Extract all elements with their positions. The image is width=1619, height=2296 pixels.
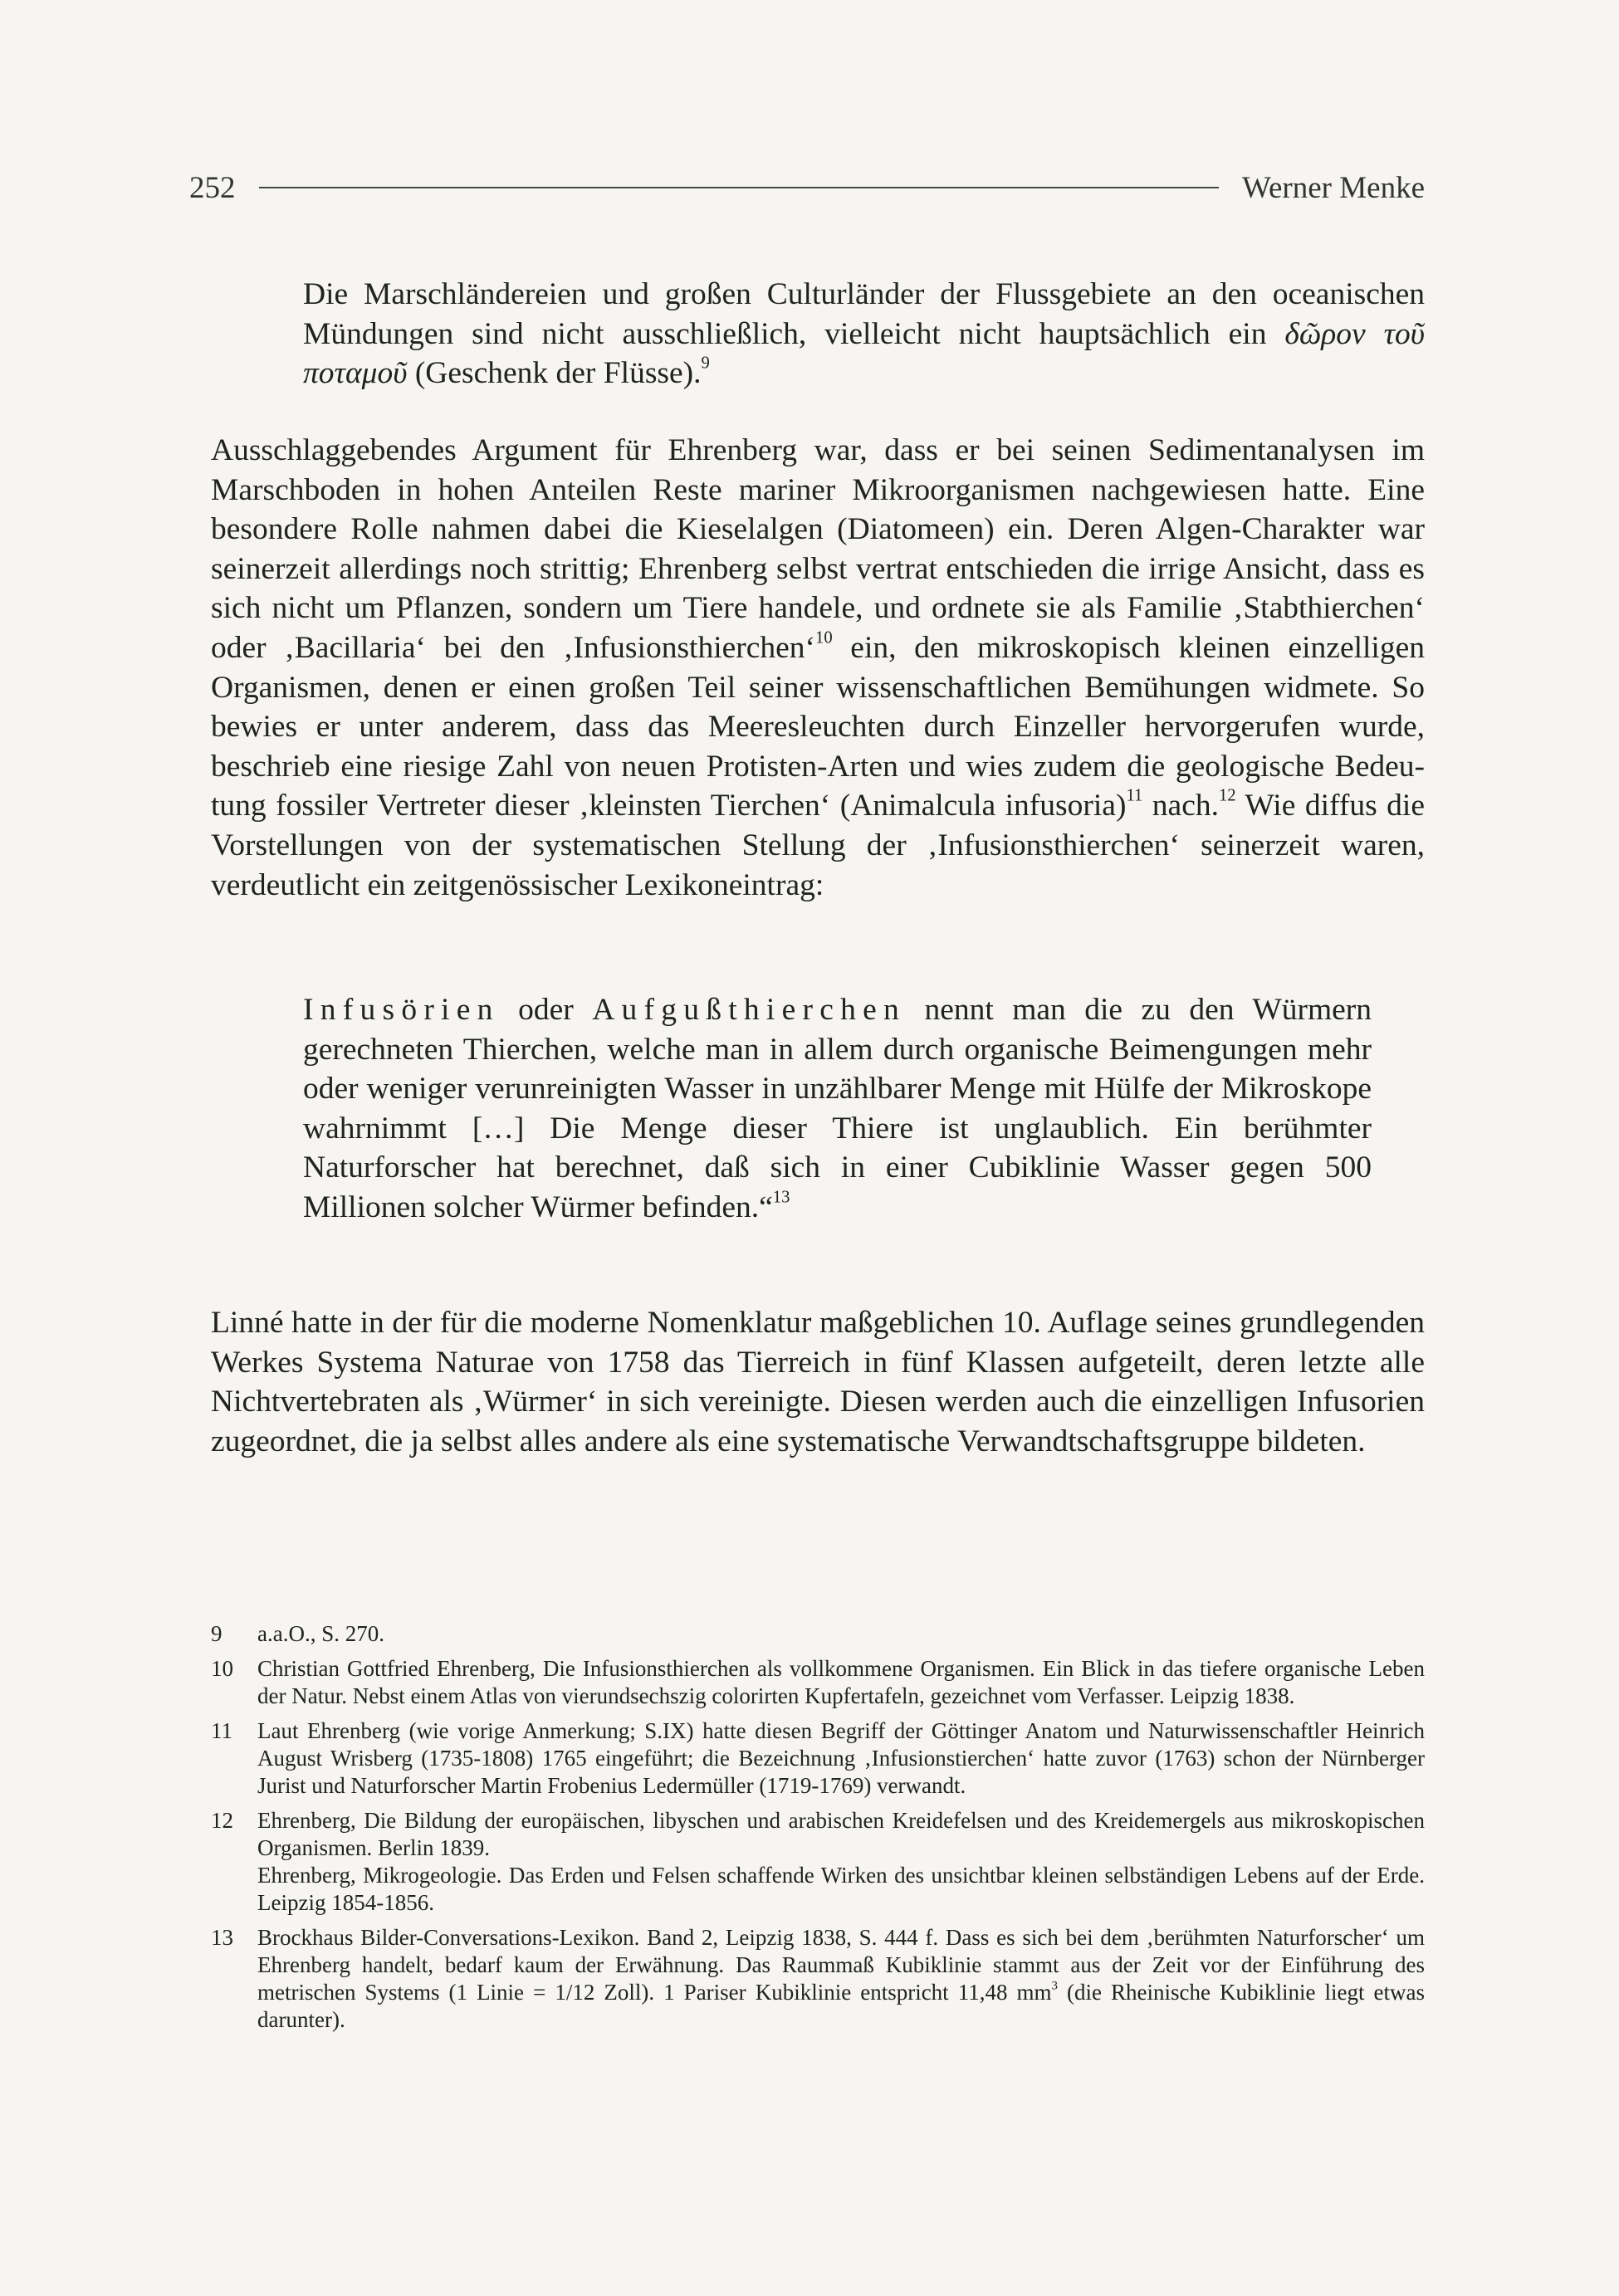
paragraph-2-text: Linné hatte in der für die moderne Nomenklatur maßgeblichen 10. Auflage seines grundlegenden Werkes Systema Naturae von 1758 das Tierreich in fünf Klassen aufgeteilt, deren letzte alle Nichtvertebraten als ‚Würmer‘ in sich vereinigte. Diesen werden auch die einzelligen Infusorien zugeordnet, die ja selbst alles andere als eine systematische Verwandtschaftsgruppe bildeten. (211, 1306, 1425, 1458)
footnote-number: 10 (211, 1656, 233, 1681)
quote-2-term-2: Aufgußthierchen (592, 993, 907, 1027)
footnote-text: a.a.O., S. 270. (257, 1621, 384, 1646)
paragraph-1-part-b: ein, den mikroskopisch kleinen einzelligen Organismen, denen er einen großen Teil seiner wissenschaftlichen Bemühungen widmete. So bewies er unter anderem, dass das Meeresleuchten durch Einzeller hervorgerufen wurde, beschrieb eine riesige Zahl von neuen Protisten-Arten und wies zudem die geologische Bedeutung fossiler Vertreter dieser ‚kleinsten Tierchen‘ (Animalcula infusoria) (211, 630, 1425, 823)
footnote-number: 11 (211, 1718, 232, 1743)
footnote-ref-11[interactable]: 11 (1126, 786, 1143, 805)
paragraph-1-part-c: nach. (1142, 789, 1219, 823)
block-quote-2 (303, 990, 1372, 1228)
body-paragraph-1 (211, 431, 1425, 905)
footnote-12 (211, 1807, 1425, 1917)
footnote-text-a: Brockhaus Bilder-Conversations-Lexikon. Band 2, Leipzig 1838, S. 444 f. Dass es sich bei dem ‚berühmten Naturforscher‘ um Ehrenberg handelt, bedarf kaum der Erwähnung. Das Raummaß Kubiklinie stammt aus der Zeit vor der Einführung des metrischen Systems (1 Linie = 1/12 Zoll). 1 Pariser Kubiklinie entspricht 11,48 mm (257, 1925, 1425, 2005)
footnote-number: 9 (211, 1621, 223, 1646)
paragraph-1-text (211, 431, 1425, 905)
body-paragraph-2 (211, 1303, 1425, 1461)
quote-1-paragraph (303, 275, 1425, 393)
footnote-ref-13[interactable]: 13 (772, 1188, 790, 1207)
footnote-13 (211, 1924, 1425, 2034)
quote-2-connector: oder (499, 993, 593, 1027)
paragraph-1-part-d: Wie diffus die Vorstellungen von der systematischen Stellung der ‚Infusionsthierchen‘ seinerzeit waren, verdeutlicht ein zeitgenössischer Lexikoneintrag: (211, 789, 1425, 902)
quote-1-text-end: (Geschenk der Flüsse). (407, 356, 702, 391)
greek-phrase: δῶρον τοῦ ποταμοῦ (303, 316, 1425, 391)
author-name: Werner Menke (1242, 170, 1425, 205)
quote-2-term-1: Infusörien (303, 993, 500, 1027)
footnotes (211, 1620, 1425, 2041)
page-number: 252 (189, 170, 236, 205)
block-quote-1 (303, 275, 1425, 393)
footnote-ref-9[interactable]: 9 (701, 354, 710, 373)
footnote-10 (211, 1655, 1425, 1710)
header-rule (259, 187, 1220, 188)
footnote-text (257, 1924, 1425, 2034)
cubic-superscript: 3 (1051, 1979, 1058, 1993)
footnote-text-b: (die Rheinische Kubiklinie liegt etwas darunter). (257, 1980, 1426, 2032)
quote-2-text: nennt man die zu den Würmern gerechneten Thierchen, welche man in allem durch organische Beimengungen mehr oder weniger verunreinigten Wasser in unzählbarer Menge mit Hülfe der Mikroskope wahrnimmt […] Die Menge dieser Thiere ist unglaublich. Ein berühmter Naturforscher hat berechnet, daß sich in einer Cubiklinie Wasser gegen 500 Millionen solcher Würmer befinden.“ (303, 993, 1372, 1224)
footnote-ref-12[interactable]: 12 (1218, 786, 1236, 805)
footnote-number: 13 (211, 1925, 233, 1950)
footnote-number: 12 (211, 1808, 233, 1833)
footnote-text: Christian Gottfried Ehrenberg, Die Infusionsthierchen als vollkommene Organismen. Ein Blick in das tiefere organische Leben der Natur. Nebst einem Atlas von vierundsechszig colorirten Kupfertafeln, gezeichnet vom Verfasser. Leipzig 1838. (257, 1656, 1425, 1708)
footnote-text: Laut Ehrenberg (wie vorige Anmerkung; S.IX) hatte diesen Begriff der Göttinger Anatom und Naturwissenschaftler Heinrich August Wrisberg (1735-1808) 1765 eingeführt; die Bezeichnung ‚Infusionstierchen‘ hatte zuvor (1763) schon der Nürnberger Jurist und Naturforscher Martin Frobenius Ledermüller (1719-1769) verwandt. (257, 1718, 1425, 1798)
paragraph-1-part-a: Ausschlaggebendes Argument für Ehrenberg war, dass er bei seinen Sedimentanalysen im Marschboden in hohen Anteilen Reste mariner Mikroorganismen nachgewiesen hatte. Eine besondere Rolle nahmen dabei die Kieselalgen (Diatomeen) ein. Deren Algen-Charakter war seinerzeit allerdings noch strittig; Ehrenberg selbst vertrat entschieden die irrige Ansicht, dass es sich nicht um Pflanzen, sondern um Tiere handele, und ordnete sie als Familie ‚Stabthierchen‘ oder ‚Bacillaria‘ bei den ‚Infusionsthierchen‘ (211, 433, 1425, 665)
quote-1-text: Die Marschländereien und großen Culturländer der Flussgebiete an den oceanischen Mündungen sind nicht ausschließlich, vielleicht nicht hauptsächlich ein (303, 277, 1425, 351)
footnote-ref-10[interactable]: 10 (815, 628, 833, 647)
running-head (189, 163, 1425, 213)
quote-2-paragraph (303, 990, 1372, 1228)
footnote-9 (211, 1620, 1425, 1648)
footnote-11 (211, 1717, 1425, 1800)
footnote-text-2: Ehrenberg, Mikrogeologie. Das Erden und Felsen schaffende Wirken des unsichtbar kleinen selbständigen Lebens auf der Erde. Leipzig 1854-1856. (257, 1863, 1425, 1915)
footnote-text: Ehrenberg, Die Bildung der europäischen, libyschen und arabischen Kreidefelsen und des Kreidemergels aus mikroskopischen Organismen. Berlin 1839. (257, 1808, 1425, 1860)
